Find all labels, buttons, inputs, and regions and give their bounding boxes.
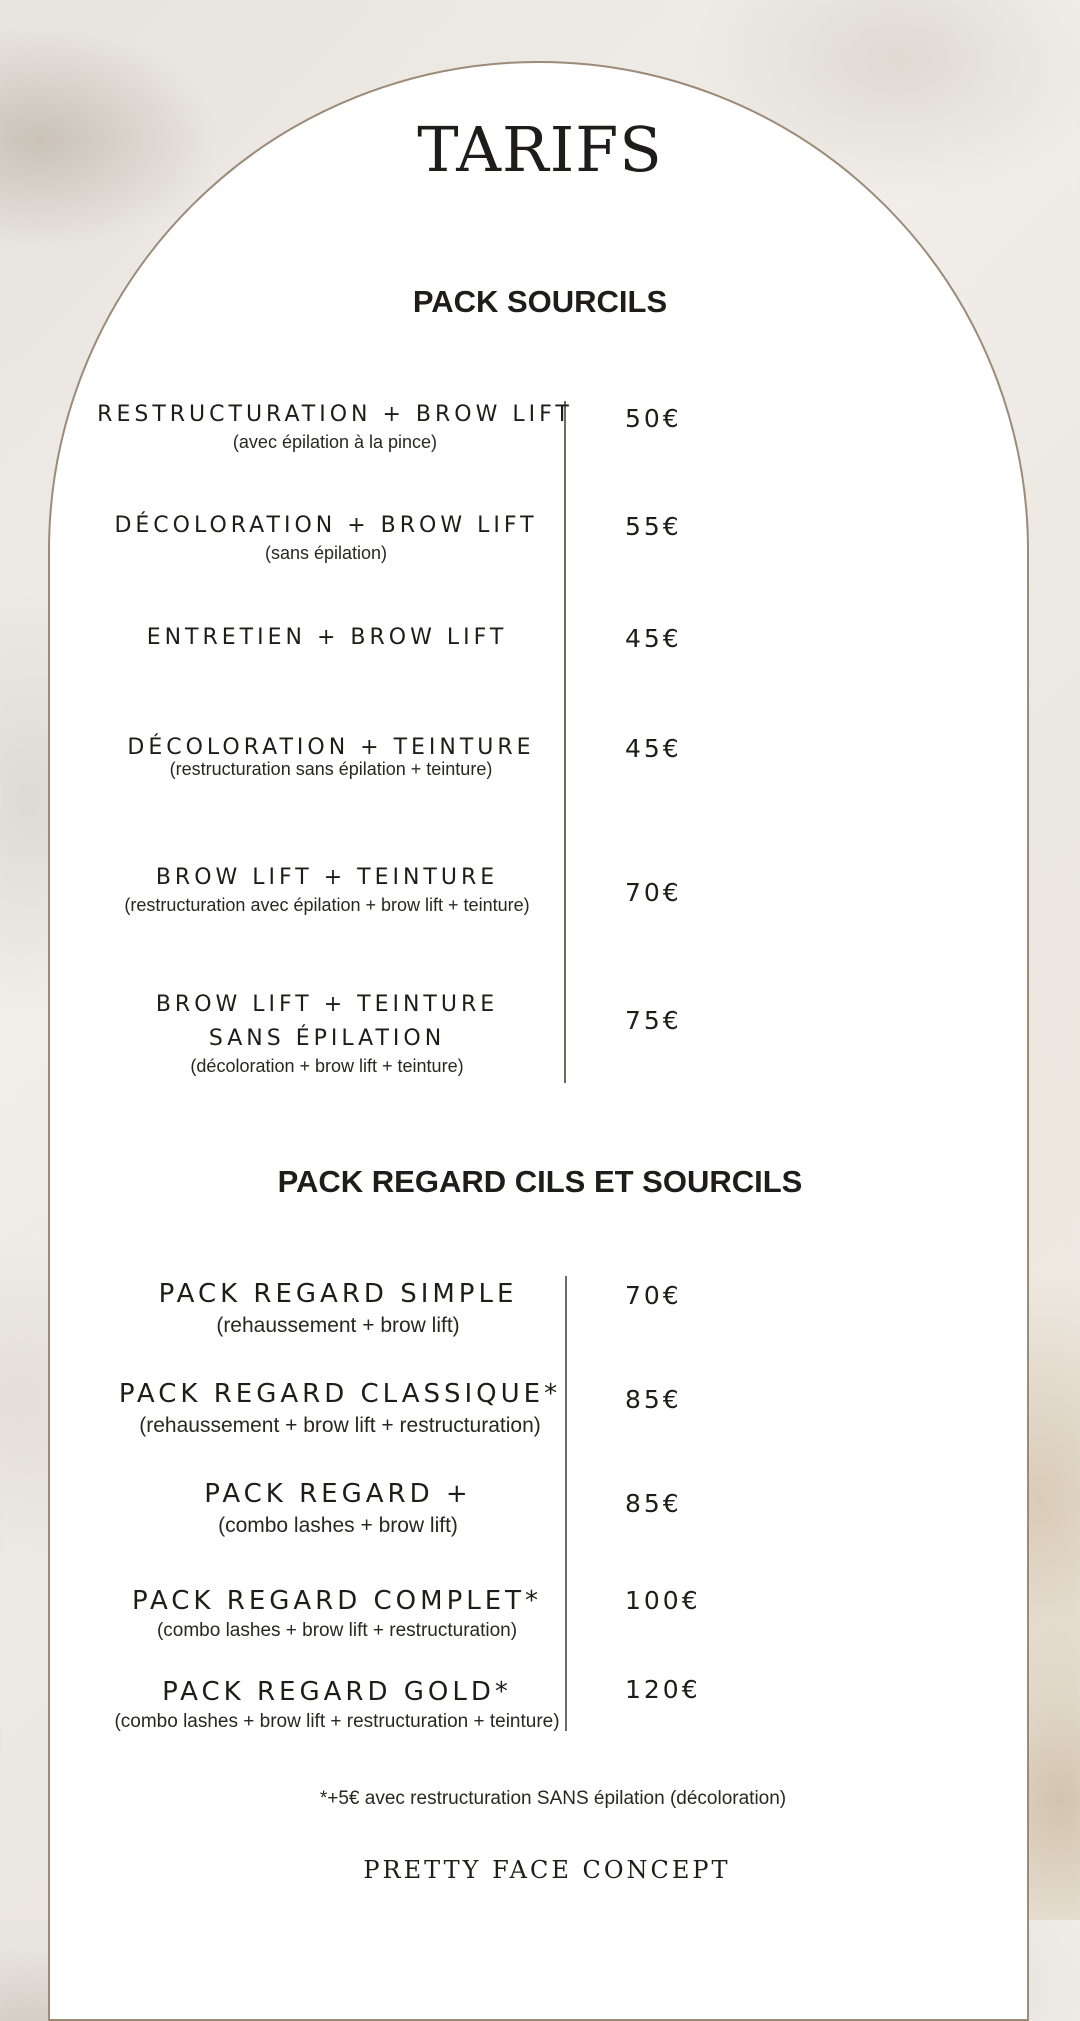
section-heading-pack-regard: PACK REGARD CILS ET SOURCILS — [277, 1164, 803, 1199]
item-description: (combo lashes + brow lift + restructuration + teinture) — [114, 1711, 560, 1732]
item-name: PACK REGARD CLASSIQUE* — [118, 1379, 562, 1409]
footnote: *+5€ avec restructuration SANS épilation (décoloration) — [319, 1788, 787, 1809]
item-price: 85€ — [625, 1385, 682, 1414]
item-price: 45€ — [625, 734, 682, 763]
item-price: 75€ — [625, 1006, 682, 1035]
price-item-brow-lift-teinture-sans-epilation — [156, 990, 498, 1078]
price-item-pack-regard-simple — [159, 1276, 518, 1340]
item-name: BROW LIFT + TEINTURE — [155, 992, 499, 1017]
item-description: (restructuration sans épilation + teinture) — [169, 759, 493, 779]
item-name: RESTRUCTURATION + BROW LIFT — [97, 402, 573, 427]
item-name-line-2: SANS ÉPILATION — [208, 1026, 446, 1051]
item-description: (restructuration avec épilation + brow lift + teinture) — [124, 895, 530, 915]
item-name: DÉCOLORATION + TEINTURE — [127, 735, 535, 760]
item-name: PACK REGARD + — [204, 1479, 472, 1509]
section-heading-pack-sourcils: PACK SOURCILS — [412, 284, 668, 319]
price-item-decoloration-brow-lift — [114, 511, 537, 565]
item-price: 50€ — [625, 404, 682, 433]
item-description: (combo lashes + brow lift + restructuration) — [156, 1620, 518, 1641]
item-name: DÉCOLORATION + BROW LIFT — [114, 513, 538, 538]
brand-name: PRETTY FACE CONCEPT — [363, 1856, 731, 1884]
item-name: BROW LIFT + TEINTURE — [155, 865, 499, 890]
item-price: 70€ — [625, 878, 682, 907]
item-description: (décoloration + brow lift + teinture) — [190, 1056, 464, 1076]
item-name: PACK REGARD SIMPLE — [158, 1279, 518, 1309]
price-item-pack-regard-plus — [204, 1476, 471, 1540]
divider-line-sourcils — [564, 401, 566, 1083]
item-price: 120€ — [625, 1675, 701, 1704]
item-price: 70€ — [625, 1281, 682, 1310]
item-price: 85€ — [625, 1489, 682, 1518]
item-name: PACK REGARD COMPLET* — [131, 1586, 543, 1616]
divider-line-regard — [565, 1276, 567, 1731]
price-item-restructuration-brow-lift — [97, 400, 573, 454]
price-item-brow-lift-teinture — [124, 863, 529, 917]
item-description: (avec épilation à la pince) — [232, 432, 438, 452]
item-name: PACK REGARD GOLD* — [162, 1677, 512, 1707]
item-price: 100€ — [625, 1586, 701, 1615]
item-description: (combo lashes + brow lift) — [218, 1514, 458, 1537]
page-title: TARIFS — [417, 113, 663, 186]
price-item-decoloration-teinture — [127, 733, 534, 781]
item-description: (rehaussement + brow lift) — [216, 1314, 460, 1337]
price-item-pack-regard-complet — [132, 1583, 542, 1643]
item-price: 45€ — [625, 624, 682, 653]
price-item-pack-regard-classique — [119, 1376, 561, 1440]
item-name: ENTRETIEN + BROW LIFT — [146, 625, 508, 650]
item-description: (rehaussement + brow lift + restructuration) — [139, 1414, 541, 1437]
item-price: 55€ — [625, 512, 682, 541]
price-item-pack-regard-gold — [114, 1674, 559, 1734]
item-description: (sans épilation) — [264, 543, 388, 563]
price-item-entretien-brow-lift — [147, 623, 508, 653]
